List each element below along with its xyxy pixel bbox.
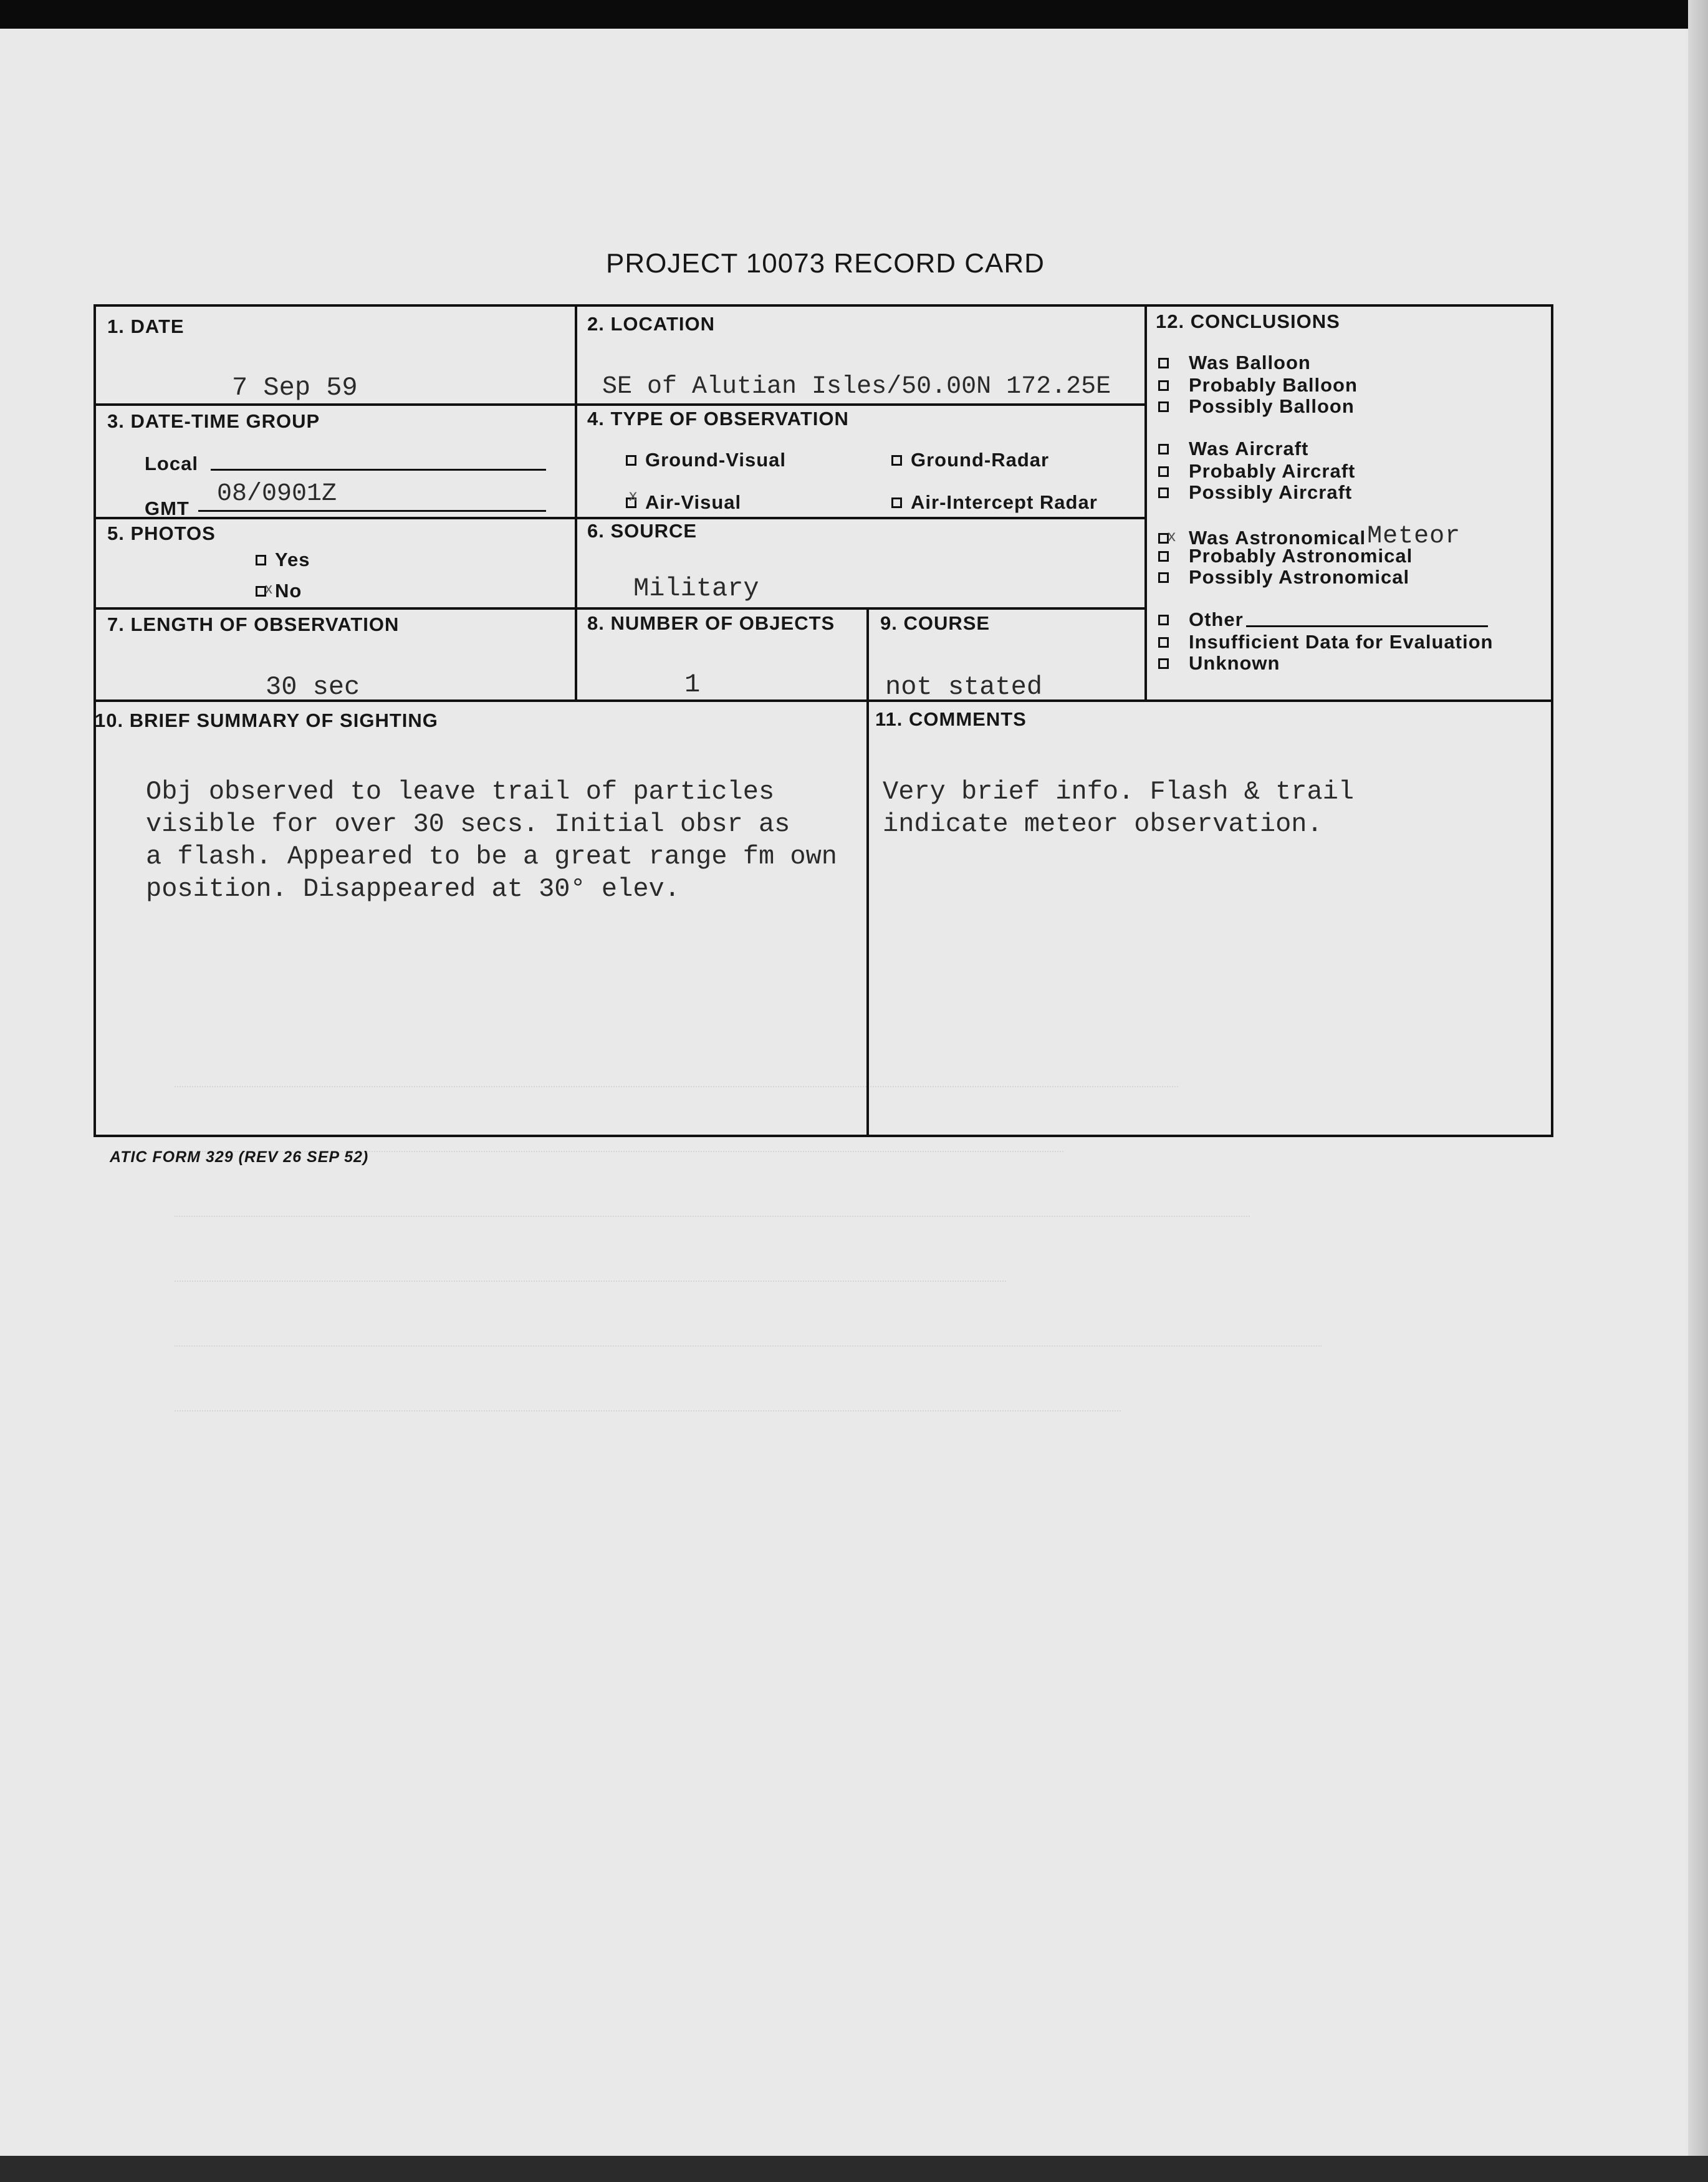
conclusion-possibly-balloon[interactable]: Possibly Balloon [1158, 395, 1355, 418]
checkbox-icon [1158, 380, 1169, 391]
divider [95, 607, 1146, 610]
checkbox-icon [1158, 444, 1169, 454]
summary-text [146, 743, 837, 938]
checkbox-icon [1158, 637, 1169, 648]
conclusion-probably-astronomical[interactable]: Probably Astronomical [1158, 545, 1413, 567]
comments-text [883, 743, 1354, 873]
checkbox-icon [1158, 488, 1169, 498]
location-value: SE of Alutian Isles/50.00N 172.25E [602, 373, 1111, 401]
summary-line: visible for over 30 secs. Initial obsr as [146, 809, 790, 839]
checkbox-icon [1158, 572, 1169, 583]
scan-edge-bottom [0, 2156, 1708, 2182]
obs-ground-radar[interactable]: Ground-Radar [891, 449, 1049, 471]
checkbox-icon [256, 555, 266, 565]
num-objects-label: 8. NUMBER OF OBJECTS [587, 612, 835, 634]
checkbox-icon [891, 455, 902, 466]
checkbox-icon [891, 497, 902, 508]
checkbox-icon [1158, 551, 1169, 562]
local-label: Local [145, 453, 198, 474]
gmt-line [198, 510, 546, 512]
observation-type-label: 4. TYPE OF OBSERVATION [587, 408, 849, 430]
conclusion-note: Meteor [1367, 522, 1461, 550]
conclusion-was-astronomical[interactable]: x Was AstronomicalMeteor [1158, 522, 1461, 550]
local-line [211, 469, 546, 471]
scan-edge-top [0, 0, 1708, 29]
length-label: 7. LENGTH OF OBSERVATION [107, 613, 400, 635]
dtg-label: 3. DATE-TIME GROUP [107, 410, 320, 432]
checkbox-icon [1158, 466, 1169, 477]
photos-yes[interactable]: Yes [256, 549, 310, 571]
conclusion-was-aircraft[interactable]: Was Aircraft [1158, 438, 1308, 460]
scan-edge-right [1688, 0, 1708, 2182]
conclusion-was-balloon[interactable]: Was Balloon [1158, 352, 1311, 374]
checkbox-icon [1158, 615, 1169, 625]
conclusion-possibly-astronomical[interactable]: Possibly Astronomical [1158, 566, 1409, 589]
divider [1144, 305, 1147, 701]
summary-line: a flash. Appeared to be a great range fm own [146, 842, 837, 872]
comments-label: 11. COMMENTS [875, 708, 1027, 730]
photos-no[interactable]: x No [256, 580, 302, 602]
comment-line: Very brief info. Flash & trail [883, 777, 1355, 807]
summary-label: 10. BRIEF SUMMARY OF SIGHTING [95, 709, 438, 731]
comment-line: indicate meteor observation. [883, 809, 1323, 839]
source-value: Military [633, 574, 759, 603]
obs-air-visual[interactable]: x Air-Visual [626, 491, 741, 514]
checkbox-icon [1158, 358, 1169, 368]
course-label: 9. COURSE [880, 612, 991, 634]
date-value: 7 Sep 59 [232, 373, 358, 403]
checkbox-icon [626, 455, 636, 466]
checkbox-icon [1158, 401, 1169, 412]
checkbox-checked-icon: x [256, 586, 266, 597]
other-line [1246, 625, 1488, 627]
checkbox-checked-icon: x [626, 497, 636, 508]
conclusion-unknown[interactable]: Unknown [1158, 652, 1280, 675]
divider [575, 305, 577, 701]
location-label: 2. LOCATION [587, 313, 716, 335]
num-objects-value: 1 [684, 670, 701, 699]
conclusion-probably-balloon[interactable]: Probably Balloon [1158, 374, 1358, 397]
obs-air-intercept-radar[interactable]: Air-Intercept Radar [891, 491, 1098, 514]
length-value: 30 sec [266, 672, 360, 702]
card-title: PROJECT 10073 RECORD CARD [606, 248, 1045, 279]
divider [95, 403, 1146, 406]
photos-label: 5. PHOTOS [107, 522, 216, 544]
checkbox-icon [1158, 658, 1169, 669]
conclusion-probably-aircraft[interactable]: Probably Aircraft [1158, 460, 1355, 483]
conclusions-label: 12. CONCLUSIONS [1156, 310, 1340, 332]
conclusion-other[interactable]: Other [1158, 608, 1488, 631]
divider [866, 608, 869, 1136]
divider [95, 517, 1146, 519]
date-label: 1. DATE [107, 315, 185, 337]
form-id: ATIC FORM 329 (REV 26 SEP 52) [110, 1148, 369, 1166]
checkbox-checked-icon: x [1158, 533, 1169, 544]
summary-line: Obj observed to leave trail of particles [146, 777, 775, 807]
gmt-label: GMT [145, 497, 190, 519]
source-label: 6. SOURCE [587, 520, 698, 542]
obs-ground-visual[interactable]: Ground-Visual [626, 449, 786, 471]
summary-line: position. Disappeared at 30° elev. [146, 874, 680, 904]
course-value: not stated [885, 672, 1043, 702]
conclusion-possibly-aircraft[interactable]: Possibly Aircraft [1158, 481, 1352, 504]
conclusion-insufficient-data[interactable]: Insufficient Data for Evaluation [1158, 631, 1493, 653]
gmt-value: 08/0901Z [217, 480, 337, 508]
